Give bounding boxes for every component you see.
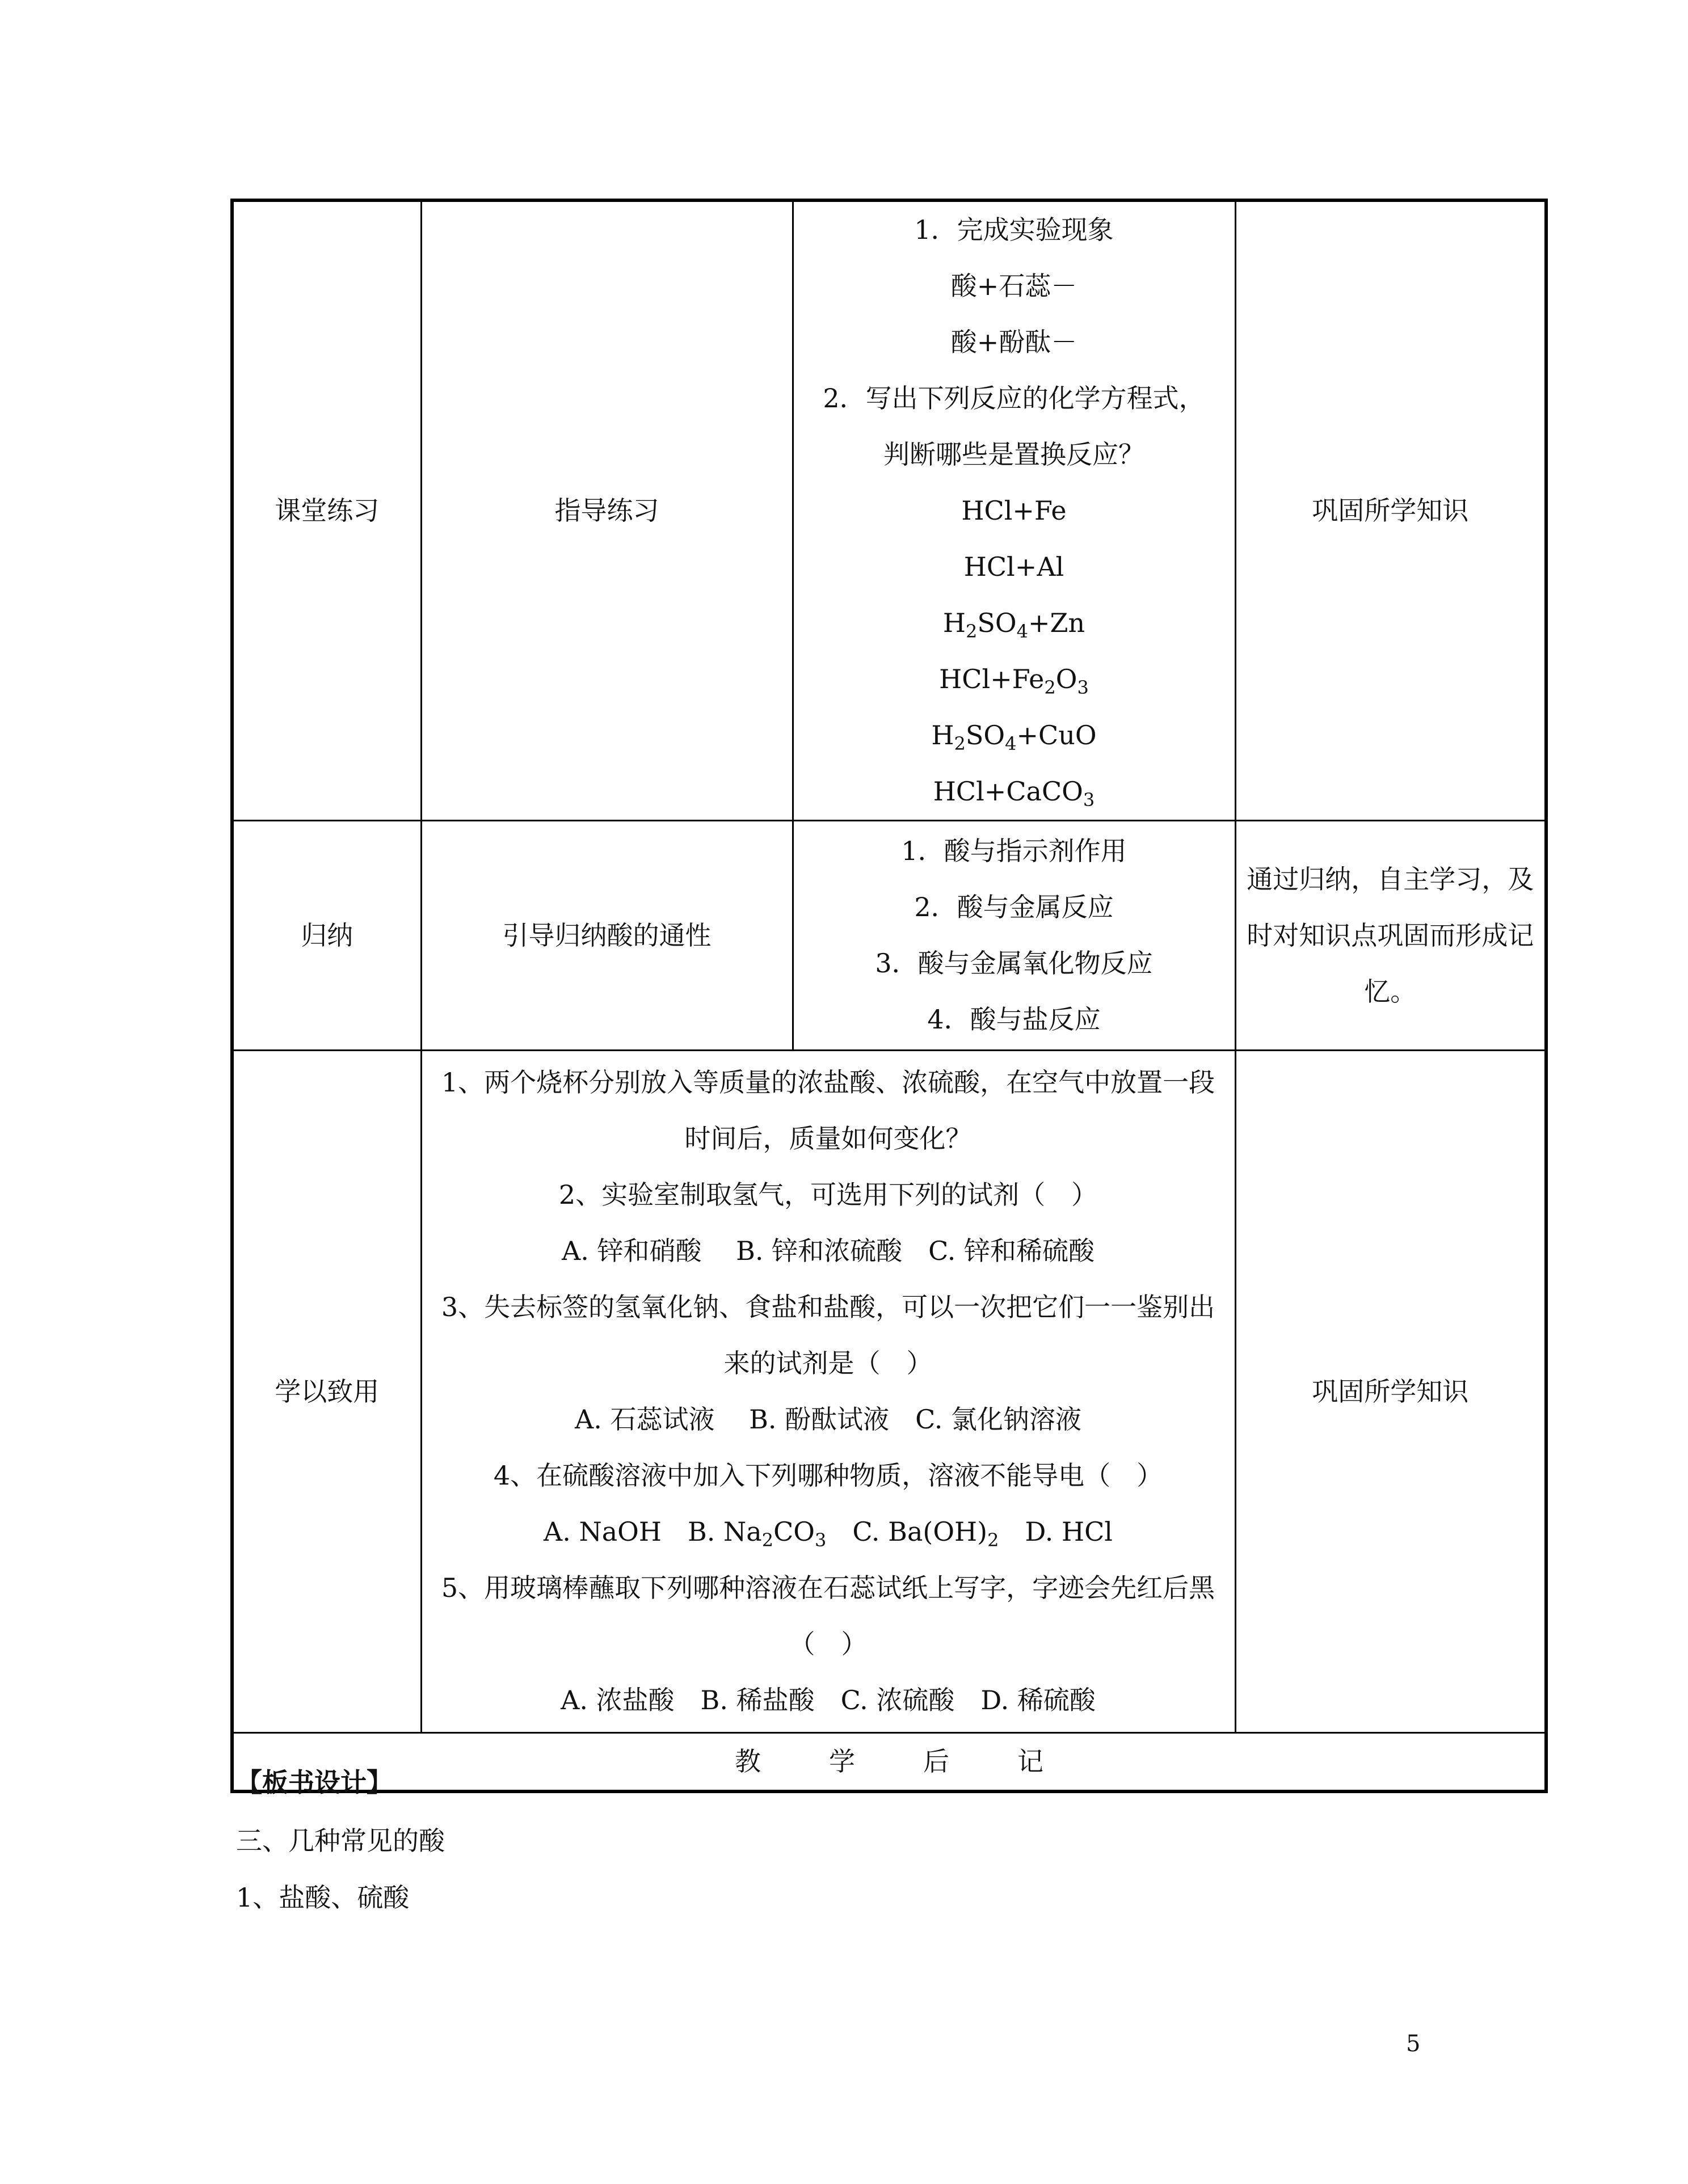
formula-line: $HCl+Fe_2O_3$ bbox=[939, 664, 1089, 698]
content-line: 酸+石蕊－ bbox=[950, 271, 1077, 301]
content-line: 酸+酚酞－ bbox=[950, 327, 1077, 357]
content-line: 1．酸与指示剂作用 bbox=[901, 836, 1127, 866]
stage-cell: 归纳 bbox=[232, 821, 421, 1051]
content-line: 2．酸与金属反应 bbox=[914, 892, 1114, 922]
content-line: 2．写出下列反应的化学方程式， bbox=[823, 383, 1205, 414]
design-intent-cell: 通过归纳，自主学习，及时对知识点巩固而形成记忆。 bbox=[1235, 821, 1546, 1051]
content-line: 判断哪些是置换反应？ bbox=[883, 439, 1144, 470]
board-line: 三、几种常见的酸 bbox=[236, 1825, 445, 1856]
option-line: A. 锌和硝酸 B. 锌和浓硫酸 C. 锌和稀硫酸 bbox=[562, 1236, 1095, 1266]
teacher-activity-cell: 引导归纳酸的通性 bbox=[421, 821, 793, 1051]
page-number: 5 bbox=[1406, 2031, 1421, 2057]
content-line: HCl+Fe bbox=[961, 495, 1067, 526]
question-line: 4、在硫酸溶液中加入下列哪种物质，溶液不能导电（ ） bbox=[493, 1460, 1163, 1491]
formula-line: $H_2SO_4+CuO$ bbox=[931, 720, 1097, 754]
table-row bbox=[232, 821, 1546, 1051]
lesson-plan-table bbox=[230, 199, 1548, 1793]
content-line: 4．酸与盐反应 bbox=[927, 1004, 1101, 1035]
board-line: 1、盐酸、硫酸 bbox=[236, 1882, 410, 1913]
formula-line: HCl+CaCO$_3$ bbox=[933, 776, 1095, 811]
table-row bbox=[232, 200, 1546, 821]
content-line: HCl+Al bbox=[963, 551, 1064, 582]
question-line: 5、用玻璃棒蘸取下列哪种溶液在石蕊试纸上写字，字迹会先红后黑（ ） bbox=[441, 1572, 1215, 1659]
stage-cell: 课堂练习 bbox=[232, 200, 421, 821]
table-row bbox=[232, 1733, 1546, 1792]
question-line: 3、失去标签的氢氧化钠、食盐和盐酸，可以一次把它们一一鉴别出来的试剂是（ ） bbox=[441, 1292, 1215, 1378]
design-intent-cell: 巩固所学知识 bbox=[1235, 1051, 1546, 1733]
design-intent-cell: 巩固所学知识 bbox=[1235, 200, 1546, 821]
question-line: 1、两个烧杯分别放入等质量的浓盐酸、浓硫酸，在空气中放置一段时间后，质量如何变化？ bbox=[441, 1067, 1215, 1154]
exercise-cell bbox=[421, 1051, 1235, 1733]
formula-line: $H_2SO_4+Zn$ bbox=[942, 608, 1085, 642]
option-line: A. 石蕊试液 B. 酚酞试液 C. 氯化钠溶液 bbox=[575, 1404, 1081, 1435]
teaching-notes-header: 教学后记 bbox=[232, 1733, 1546, 1792]
board-design-heading: 【板书设计】 bbox=[236, 1767, 393, 1798]
option-line: A. NaOH B. $Na_2CO_3$ C. $Ba(OH)_2$ D. HCl bbox=[544, 1516, 1113, 1551]
table-row bbox=[232, 1051, 1546, 1733]
content-line: 1．完成实验现象 bbox=[914, 214, 1114, 245]
content-cell bbox=[793, 821, 1235, 1051]
question-line: 2、实验室制取氢气，可选用下列的试剂（ ） bbox=[558, 1179, 1098, 1210]
stage-cell: 学以致用 bbox=[232, 1051, 421, 1733]
teacher-activity-cell: 指导练习 bbox=[421, 200, 793, 821]
content-line: 3．酸与金属氧化物反应 bbox=[875, 948, 1153, 979]
option-line: A. 浓盐酸 B. 稀盐酸 C. 浓硫酸 D. 稀硫酸 bbox=[561, 1685, 1096, 1715]
content-cell bbox=[793, 200, 1235, 821]
